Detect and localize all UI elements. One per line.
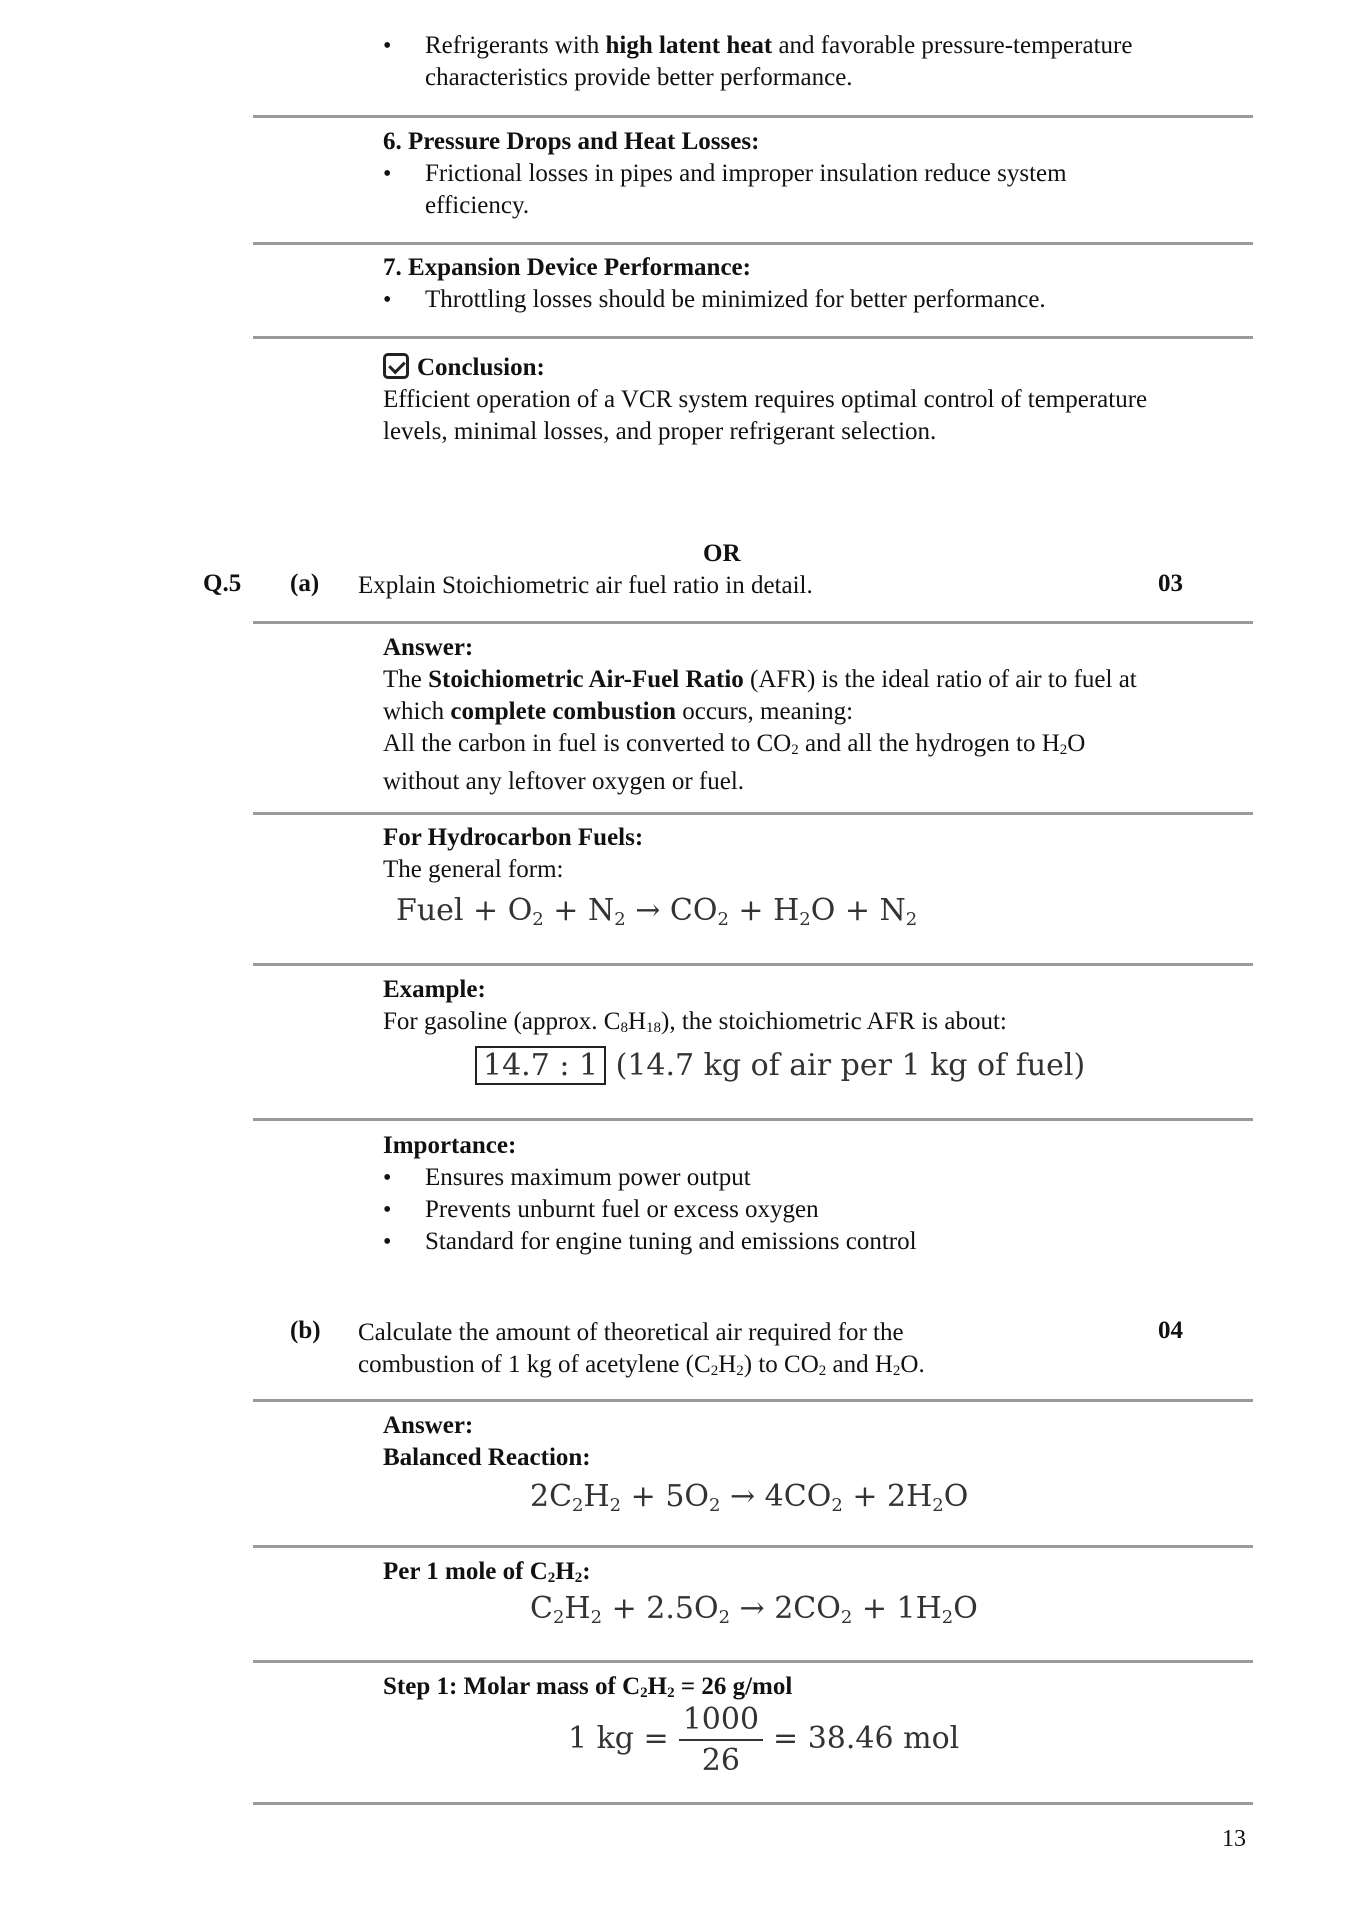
ratio-note: (14.7 kg of air per 1 kg of fuel) (615, 1048, 1086, 1083)
section-pressure-drops (383, 126, 1163, 222)
per-mole-heading: Per 1 mole of $C_2H_2$: (383, 1558, 591, 1586)
marks: 04 (1158, 1317, 1183, 1344)
section-heading: Example: (383, 976, 486, 1003)
section-heading: 6. Pressure Drops and Heat Losses: (383, 128, 760, 155)
answer-block (383, 632, 1163, 798)
body-text: The general form: (383, 856, 564, 883)
divider (253, 1802, 1253, 1805)
question-number: Q.5 (203, 570, 242, 597)
section-expansion-device (383, 252, 1163, 316)
divider (253, 1545, 1253, 1548)
subquestion-label: (a) (290, 570, 320, 597)
divider (253, 336, 1253, 339)
conclusion-heading: Conclusion: (417, 354, 545, 381)
section-heading: Importance: (383, 1132, 517, 1159)
answer-text-2: All the carbon in fuel is converted to $CO_2$ and all the hydrogen to $H_2O$ without any leftover oxygen or fuel. (383, 730, 1086, 795)
refrigerant-bullet-block (383, 30, 1163, 94)
divider (253, 1118, 1253, 1121)
step1-heading: Step 1: Molar mass of $C_2H_2 = 26$ g/mol (383, 1673, 793, 1701)
or-label: OR (703, 540, 741, 567)
body-text: For gasoline (approx. $C_8H_{18}$), the stoichiometric AFR is about: (383, 1008, 1007, 1036)
answer-text: The Stoichiometric Air-Fuel Ratio (AFR) is the ideal ratio of air to fuel at which complete combustion occurs, meaning: (383, 666, 1137, 725)
conclusion-block (383, 352, 1163, 448)
divider (253, 812, 1253, 815)
subquestion-label: (b) (290, 1317, 321, 1344)
conclusion-text: Efficient operation of a VCR system requires optimal control of temperature levels, minimal losses, and proper refrigerant selection. (383, 386, 1148, 445)
molar-calculation: 1 kg = $\frac{1000}{26}$ = 38.46 mol (568, 1702, 960, 1778)
answer-block (383, 1410, 1163, 1474)
hydrocarbon-block (383, 822, 1163, 886)
divider (253, 621, 1253, 624)
marks: 03 (1158, 570, 1183, 597)
afr-value (475, 1048, 1085, 1083)
divider (253, 963, 1253, 966)
question-text: Explain Stoichiometric air fuel ratio in detail. (358, 572, 813, 599)
section-heading: For Hydrocarbon Fuels: (383, 824, 644, 851)
balanced-equation: $2C_2H_2 + 5O_2 \to 4CO_2 + 2H_2O$ (530, 1479, 969, 1516)
list-item: • Prevents unburnt fuel or excess oxygen (383, 1194, 1163, 1226)
per-mole-equation: $C_2H_2 + 2.5O_2 \to 2CO_2 + 1H_2O$ (530, 1591, 978, 1628)
question-text: Calculate the amount of theoretical air required for the combustion of 1 kg of acetylene $(C_2H_2)$ to $CO_2$ and $H_2O$. (358, 1319, 925, 1379)
answer-heading: Answer: (383, 1412, 474, 1439)
list-item: • Throttling losses should be minimized for better performance. (383, 284, 1163, 316)
divider (253, 1399, 1253, 1402)
list-item: • Refrigerants with high latent heat and favorable pressure-temperature characteristics provide better performance. (383, 30, 1163, 94)
importance-block (383, 1130, 1163, 1258)
section-heading: 7. Expansion Device Performance: (383, 254, 751, 281)
list-item: • Standard for engine tuning and emissions control (383, 1226, 1163, 1258)
divider (253, 1660, 1253, 1663)
fraction: $\frac{1000}{26}$ (679, 1702, 763, 1778)
boxed-ratio: 14.7 : 1 (475, 1046, 606, 1085)
divider (253, 115, 1253, 118)
list-item: • Frictional losses in pipes and improper insulation reduce system efficiency. (383, 158, 1163, 222)
check-box-icon (383, 353, 409, 379)
example-block (383, 974, 1163, 1044)
answer-heading: Answer: (383, 634, 474, 661)
page-number: 13 (1222, 1826, 1246, 1852)
section-heading: Balanced Reaction: (383, 1444, 591, 1471)
divider (253, 242, 1253, 245)
list-item: • Ensures maximum power output (383, 1162, 1163, 1194)
general-equation: Fuel + $O_2 + N_2 \to CO_2 + H_2O + N_2$ (396, 893, 918, 930)
